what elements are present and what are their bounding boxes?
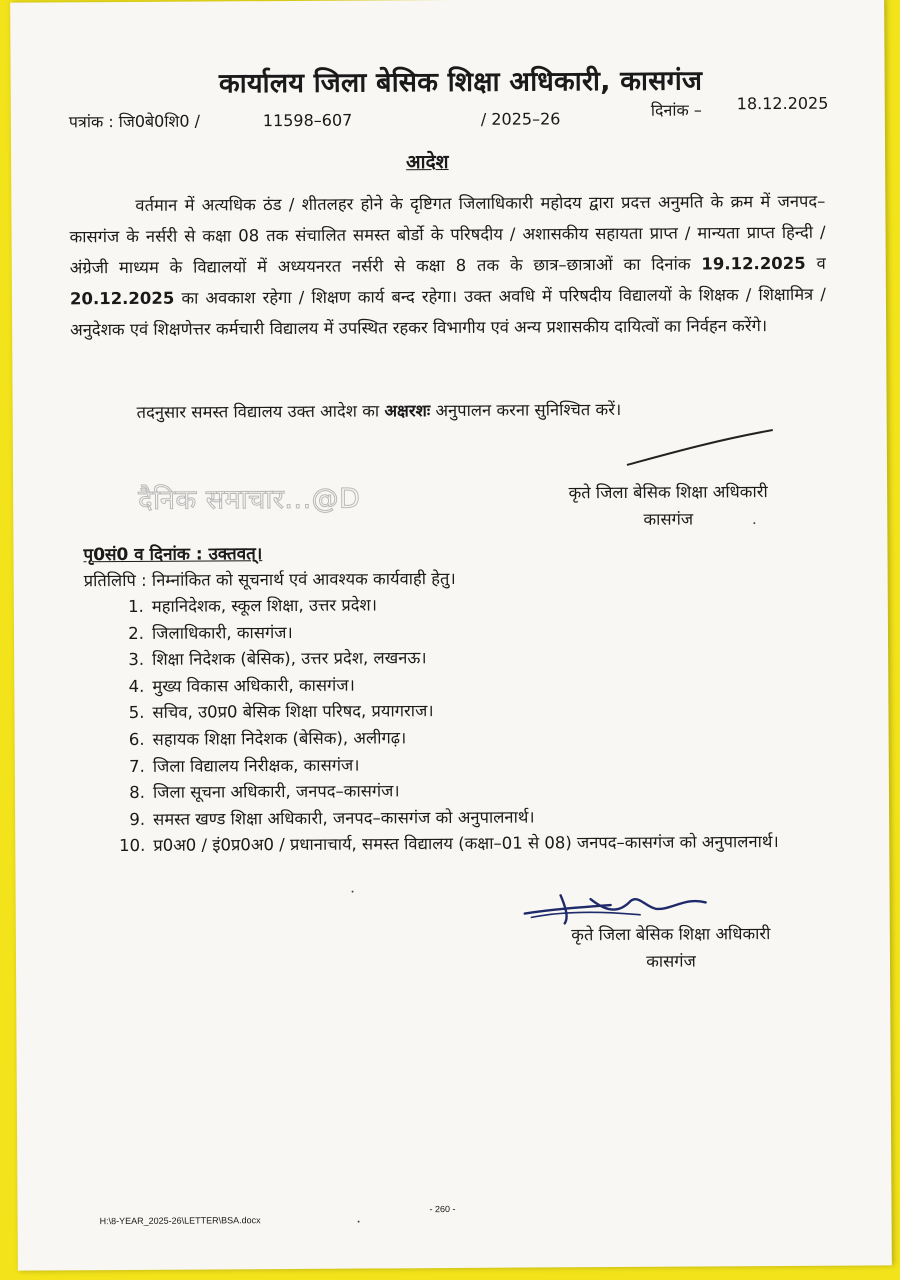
signature-1-place: कासगंज <box>643 509 694 529</box>
compliance-paragraph <box>71 394 827 429</box>
list-item: 6. सहायक शिक्षा निदेशक (बेसिक), अलीगढ़। <box>128 728 407 749</box>
signature-2-place: कासगंज <box>646 951 696 971</box>
holiday-date-2: 20.12.2025 <box>69 288 175 309</box>
copy-to-intro: प्रतिलिपि : निम्नांकित को सूचनार्थ एवं आवश्यक कार्यवाही हेतु। <box>83 568 456 591</box>
holiday-date-1: 19.12.2025 <box>701 253 806 274</box>
signature-stroke-1 <box>625 426 775 467</box>
order-text-part2: का अवकाश रहेगा / शिक्षण कार्य बन्द रहेगा। उक्त अवधि में परिषदीय विद्यालयों के शिक्षक / शिक्षामित्र / अनुदेशक एवं शिक्षणेत्तर कर्मचारी विद्यालय में उपस्थित रहकर विभागीय एवं अन्य प्रशासकीय दायित्वों का निर्वहन करेंगे। <box>70 284 826 340</box>
office-title: कार्यालय जिला बेसिक शिक्षा अधिकारी, कासगंज <box>218 65 703 100</box>
list-item: 10. प्र0अ0 / इं0प्र0अ0 / प्रधानाचार्य, समस्त विद्यालय (कक्षा–01 से 08) जनपद–कासगंज को अनुपालनार्थ। <box>118 832 779 856</box>
order-conjunction: व <box>816 253 826 273</box>
order-paragraph <box>69 186 826 346</box>
list-item: 3. शिक्षा निदेशक (बेसिक), उत्तर प्रदेश, लखनऊ। <box>128 648 427 670</box>
list-item: 2. जिलाधिकारी, कासगंज। <box>128 622 293 643</box>
speck <box>753 522 755 524</box>
list-item: 5. सचिव, उ0प्र0 बेसिक शिक्षा परिषद, प्रयागराज। <box>128 701 434 723</box>
date-value: 18.12.2025 <box>736 93 829 114</box>
list-item: 4. मुख्य विकास अधिकारी, कासगंज। <box>128 675 355 696</box>
compliance-text-part2: अनुपालन करना सुनिश्चित करें। <box>435 399 622 421</box>
page-mark: - 260 - <box>429 1203 456 1215</box>
signature-1-designation: कृते जिला बेसिक शिक्षा अधिकारी <box>568 482 768 503</box>
order-heading: आदेश <box>406 151 449 174</box>
list-item: 9. समस्त खण्ड शिक्षा अधिकारी, जनपद–कासगंज को अनुपालनार्थ। <box>129 807 535 829</box>
reference-number: 11598–607 <box>262 110 353 131</box>
file-path: H:\8-YEAR_2025-26\LETTER\BSA.docx <box>99 1215 261 1227</box>
copy-to-list <box>106 590 833 860</box>
list-item: 1. महानिदेशक, स्कूल शिक्षा, उत्तर प्रदेश। <box>128 595 378 616</box>
endorsement-heading: पृ0सं0 व दिनांक : उक्तवत्। <box>83 544 263 566</box>
reference-prefix: पत्रांक : जि0बे0शि0 / <box>68 111 201 132</box>
letter-page <box>10 0 892 1271</box>
speck <box>358 1221 360 1223</box>
speck <box>352 891 354 893</box>
list-item: 7. जिला विद्यालय निरीक्षक, कासगंज। <box>128 755 360 776</box>
signature-2-designation: कृते जिला बेसिक शिक्षा अधिकारी <box>571 924 771 945</box>
compliance-emphasis: अक्षरशः <box>384 401 431 421</box>
order-text-part1: वर्तमान में अत्यधिक ठंड / शीतलहर होने के दृष्टिगत जिलाधिकारी महोदय द्वारा प्रदत्त अनुमति के क्रम में जनपद–कासगंज के नर्सरी से कक्षा 08 तक संचालित समस्त बोर्डो के परिषदीय / अशासकीय सहायता प्राप्त / मान्यता प्राप्त हिन्दी / अंग्रेजी माध्यम के विद्यालयों में अध्ययनरत नर्सरी से कक्षा 8 तक के छात्र–छात्राओं का दिनांक <box>69 191 826 278</box>
signature-block-1 <box>518 478 818 534</box>
list-item: 8. जिला सूचना अधिकारी, जनपद–कासगंज। <box>129 781 400 803</box>
watermark: दैनिक समाचार...@D <box>138 483 361 516</box>
signature-block-2 <box>521 920 821 976</box>
compliance-text-part1: तदनुसार समस्त विद्यालय उक्त आदेश का <box>136 401 380 422</box>
reference-session: / 2025–26 <box>480 109 561 129</box>
date-label: दिनांक – <box>650 100 702 120</box>
